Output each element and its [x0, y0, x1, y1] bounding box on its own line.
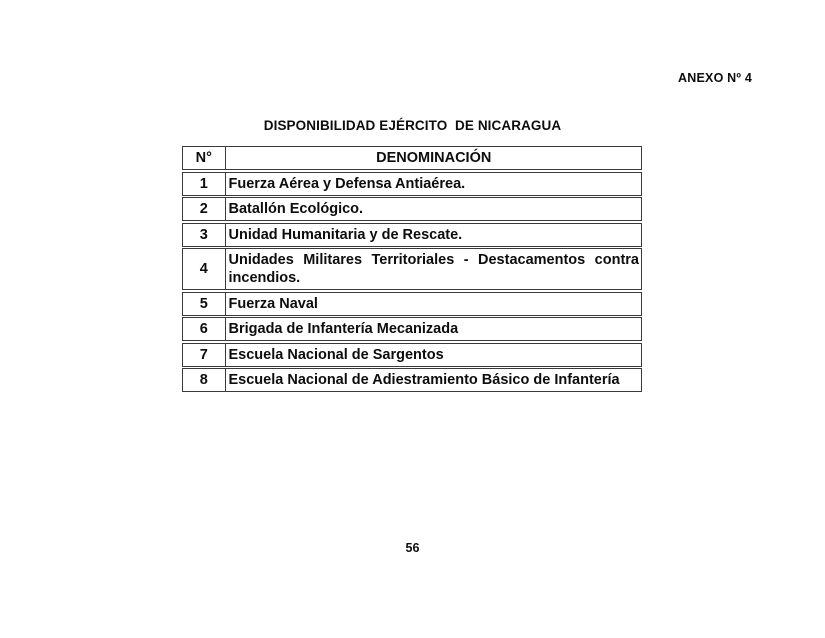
- table-row: [182, 248, 642, 290]
- table-header-row: [182, 146, 642, 170]
- row-denomination-cell: Escuela Nacional de Sargentos: [228, 346, 444, 363]
- table-row: [182, 292, 642, 316]
- header-num-cell: N°: [183, 147, 226, 169]
- table-row: [182, 172, 642, 196]
- row-number-cell: 8: [183, 369, 226, 391]
- annex-label: ANEXO Nº 4: [678, 71, 752, 85]
- row-denomination-cell: Fuerza Aérea y Defensa Antiaérea.: [228, 175, 466, 192]
- row-denomination-cell: Brigada de Infantería Mecanizada: [228, 321, 459, 337]
- table-row: [182, 343, 642, 367]
- row-number-cell: 1: [183, 173, 226, 195]
- row-number-cell: 4: [183, 249, 226, 289]
- row-denomination-cell: Unidades Militares Territoriales - Destacamentos contra incendios.: [228, 252, 639, 286]
- row-number-cell: 6: [183, 318, 226, 340]
- row-number-cell: 2: [183, 198, 226, 220]
- page-title: DISPONIBILIDAD EJÉRCITO DE NICARAGUA: [263, 118, 562, 133]
- row-denomination-cell: Fuerza Naval: [228, 295, 318, 312]
- row-number-cell: 7: [183, 344, 226, 366]
- page-number: 56: [405, 541, 420, 555]
- row-denomination-cell: Escuela Nacional de Adiestramiento Básico de Infantería: [228, 372, 620, 388]
- header-denomination-cell: DENOMINACIÓN: [376, 150, 492, 166]
- table-row: [182, 223, 642, 247]
- row-number-cell: 5: [183, 293, 226, 315]
- table-row: [182, 317, 642, 341]
- table-row: [182, 368, 642, 392]
- row-denomination-cell: Unidad Humanitaria y de Rescate.: [228, 226, 463, 243]
- table-row: [182, 197, 642, 221]
- availability-table: [182, 146, 642, 392]
- row-denomination-cell: Batallón Ecológico.: [228, 201, 364, 217]
- row-number-cell: 3: [183, 224, 226, 246]
